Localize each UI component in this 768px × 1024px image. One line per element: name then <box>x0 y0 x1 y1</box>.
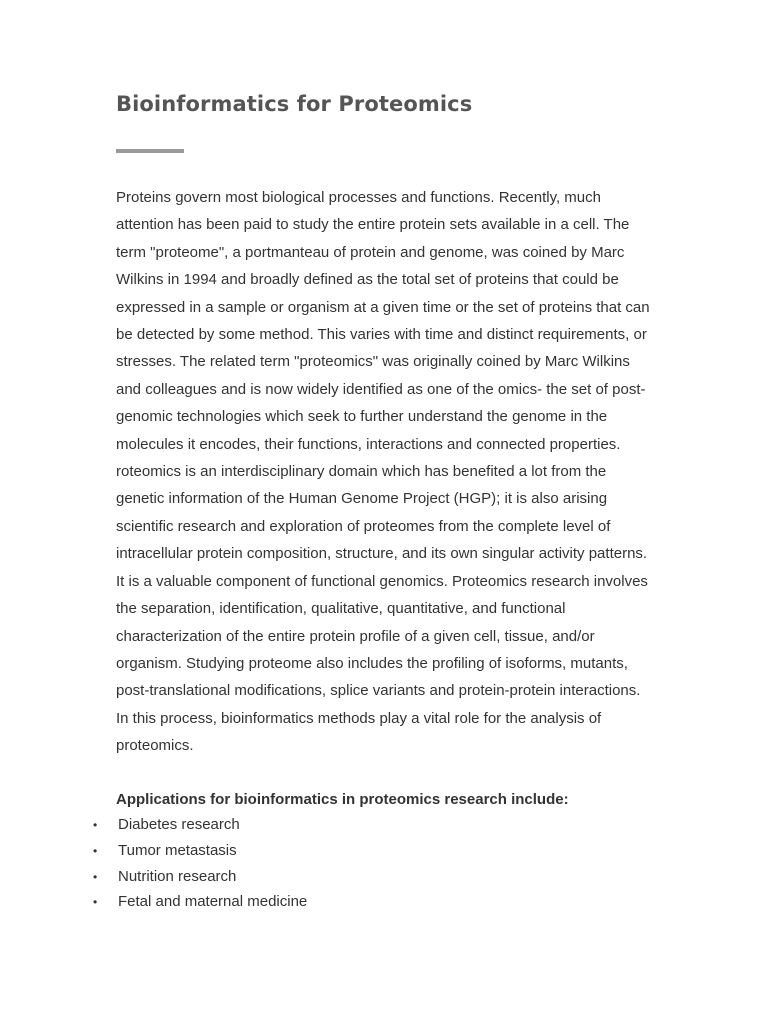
document-title: Bioinformatics for Proteomics <box>116 92 473 116</box>
paragraph-proteomics-domain: roteomics is an interdisciplinary domain which has benefited a lot from the genetic information of the Human Genome Project (HGP); it is also arising scientific research and exploration of proteomes from the complete level of intracellular protein composition, structure, and its own singular activity patterns. It is a valuable component of functional genomics. Proteomics research involves the separation, identification, qualitative, quantitative, and functional characterization of the entire protein profile of a given cell, tissue, and/or organism. Studying proteome also includes the profiling of isoforms, mutants, post-translational modifications, splice variants and protein-protein interactions. In this process, bioinformatics methods play a vital role for the analysis of proteomics. <box>116 463 648 755</box>
applications-heading: Applications for bioinformatics in proteomics research include: <box>116 791 569 808</box>
title-underline-divider <box>116 149 184 153</box>
list-item-label: Nutrition research <box>118 867 237 885</box>
list-item-label: Tumor metastasis <box>118 841 237 859</box>
paragraph-proteome-intro: Proteins govern most biological processes and functions. Recently, much attention has been paid to study the entire protein sets available in a cell. The term "proteome", a portmanteau of protein and genome, was coined by Marc Wilkins in 1994 and broadly defined as the total set of proteins that could be expressed in a sample or organism at a given time or the set of proteins that can be detected by some method. This varies with time and distinct requirements, or stresses. The related term "proteomics" was originally coined by Marc Wilkins and colleagues and is now widely identified as one of the omics- the set of post-genomic technologies which seek to further understand the genome in the molecules it encodes, their functions, interactions and connected properties. <box>116 189 650 453</box>
bullet-icon: • <box>93 895 98 910</box>
bullet-icon: • <box>93 818 98 832</box>
bullet-icon: • <box>93 843 98 858</box>
list-item-label: Fetal and maternal medicine <box>118 893 308 911</box>
bullet-icon: • <box>93 869 98 884</box>
list-item-label: Diabetes research <box>118 816 240 833</box>
document-body <box>116 184 656 760</box>
